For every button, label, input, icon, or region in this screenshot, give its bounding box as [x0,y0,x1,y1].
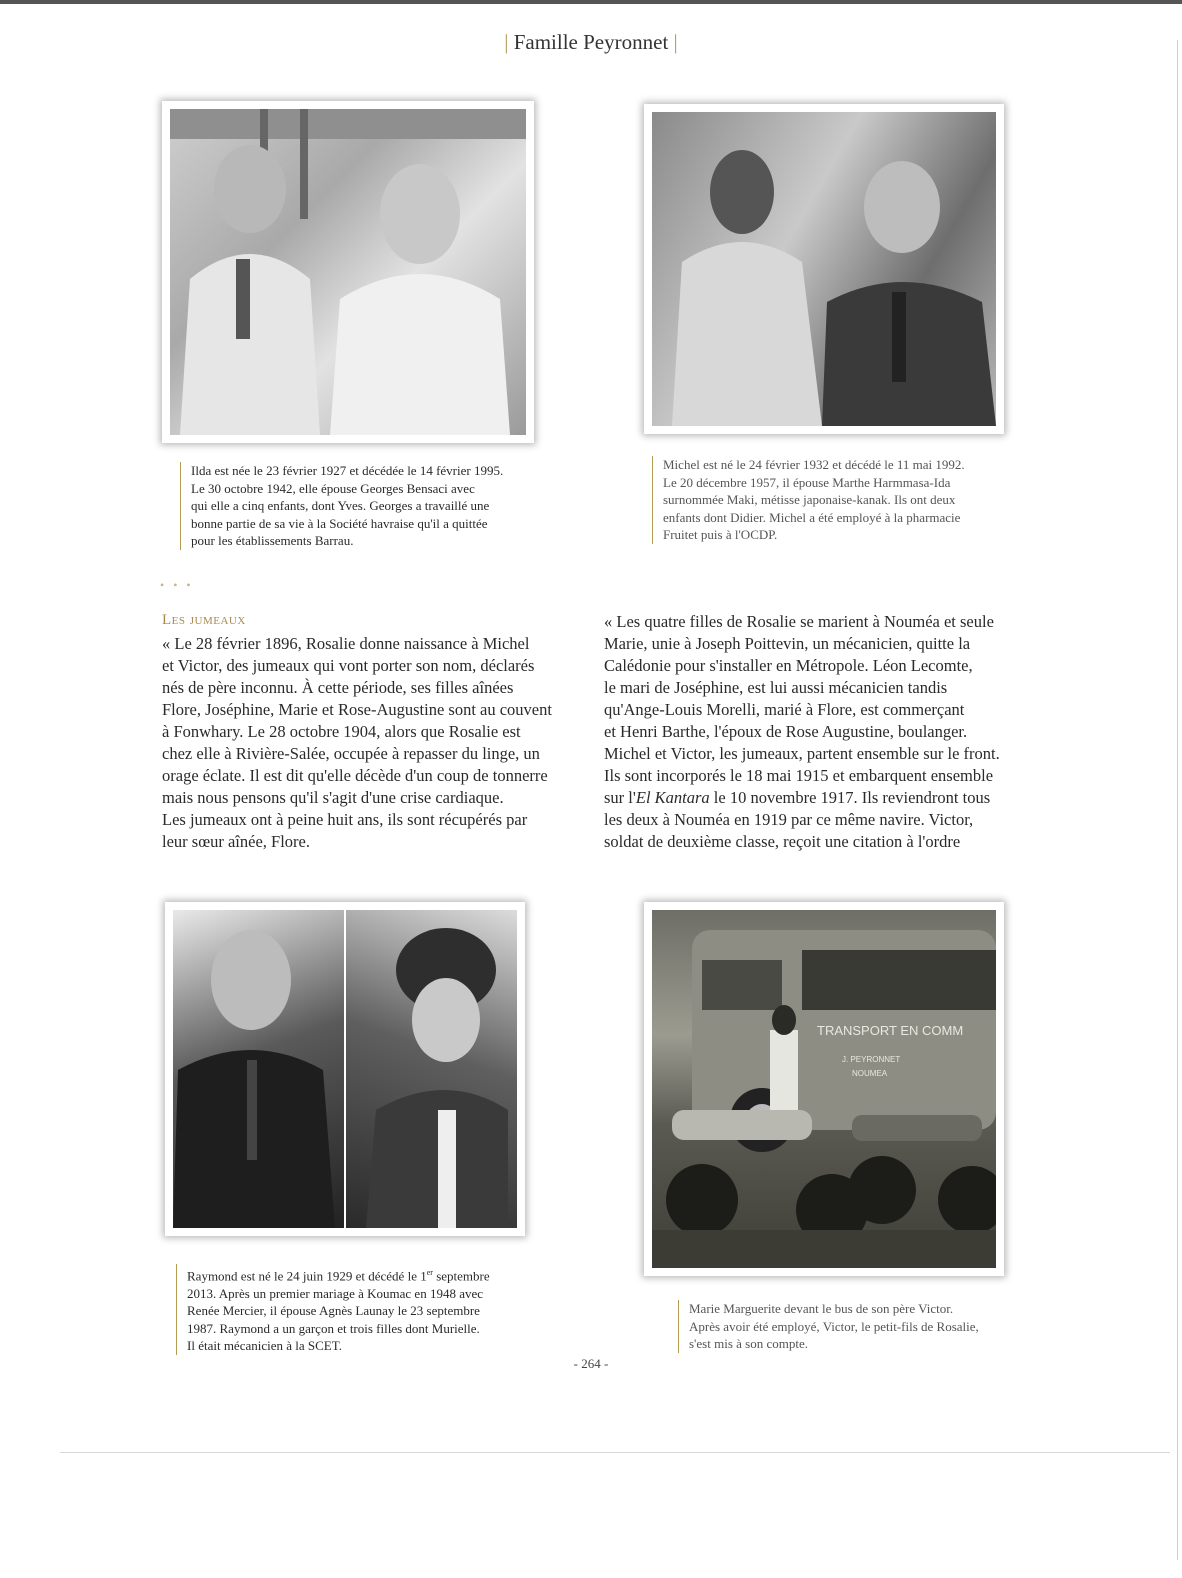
photo-silhouettes [170,109,526,435]
section-title: Les jumeaux [162,612,246,628]
caption-ilda: Ilda est née le 23 février 1927 et décédée le 14 février 1995. Le 30 octobre 1942, elle épouse Georges Bensaci avec qui elle a cinq enfants, dont Yves. Georges a travaillé une bonne partie de sa vie à la Société havraise qu'il a quittée pour les établissements Barrau. [180,462,571,550]
right-column: « Les quatre filles de Rosalie se marient à Nouméa et seule Marie, unie à Joseph Poittevin, un mécanicien, quitte la Calédonie pour s'installer en Métropole. Léon Lecomte, le mari de Joséphine, est lui aussi mécanicien tandis qu'Ange-Louis Morelli, marié à Flore, est commerçant et Henri Barthe, l'époux de Rose Augustine, boulanger. Michel et Victor, les jumeaux, partent ensemble sur le front. Ils sont incorporés le 18 mai 1915 et embarquent ensemble sur l'El Kantara le 10 novembre 1917. Ils reviendront tous les deux à Nouméa en 1919 par ce même navire. Victor, soldat de deuxième classe, reçoit une citation à l'ordre [604,611,1006,853]
photo-silhouette [173,910,335,1228]
bottom-rule [60,1452,1170,1453]
top-rule [0,0,1182,4]
photo-silhouettes [652,112,996,426]
photo-image [652,112,996,426]
photo-ilda-georges [162,101,534,443]
photo-image [170,109,526,435]
caption-raymond-first-line: Raymond est né le 24 juin 1929 et décédé le 1er septembre [187,1268,490,1284]
caption-michel: Michel est né le 24 février 1932 et décédé le 11 mai 1992. Le 20 décembre 1957, il épouse Marthe Harmmasa-Ida surnommée Maki, métisse japonaise-kanak. Ils ont deux enfants dont Didier. Michel a été employé à la pharmacie Fruitet puis à l'OCDP. [652,456,1023,544]
photo-image [652,910,996,1268]
photo-raymond-agnes [165,902,525,1236]
photo-raymond [173,910,344,1228]
section-ornament: • • • [160,578,194,592]
bus-sign-line1: TRANSPORT EN COMM [817,1023,964,1038]
photo-agnes [346,910,517,1228]
photo-silhouette [346,910,508,1228]
page-edge [1177,40,1178,1560]
left-column: « Le 28 février 1896, Rosalie donne naissance à Michel et Victor, des jumeaux qui vont porter son nom, déclarés nés de père inconnu. À cette période, ses filles aînées Flore, Joséphine, Marie et Rose-Augustine sont au couvent à Fonwhary. Le 28 octobre 1904, alors que Rosalie est chez elle à Rivière-Salée, occupée à repasser du linge, un orage éclate. Il est dit qu'elle décède d'un coup de tonnerre mais nous pensons qu'il s'agit d'une crise cardiaque. Les jumeaux ont à peine huit ans, ils sont récupérés par leur sœur aînée, Flore. [162,634,552,851]
caption-raymond: Raymond est né le 24 juin 1929 et décédé le 1er septembre 2013. Après un premier mariage à Koumac en 1948 avec Renée Mercier, il épouse Agnès Launay le 23 septembre 1987. Raymond a un garçon et trois filles dont Murielle. Il était mécanicien à la SCET. [176,1264,557,1355]
photo-image [173,910,517,1228]
running-head: | Famille Peyronnet | [504,30,678,54]
running-head-title: Famille Peyronnet [513,30,669,54]
bus-scene [652,910,996,1268]
bus-sign-line3: NOUMEA [852,1069,888,1078]
bus-sign-line2: J. PEYRONNET [842,1055,901,1064]
ship-line: sur l'El Kantara le 10 novembre 1917. Ils reviendront tous [604,788,991,807]
page-number: - 264 - [573,1356,609,1371]
ship-name: El Kantara [635,788,710,807]
photo-bus-victor [644,902,1004,1276]
caption-marie-marguerite: Marie Marguerite devant le bus de son père Victor. Après avoir été employé, Victor, le petit-fils de Rosalie, s'est mis à son compte. [678,1300,1029,1353]
photo-michel-marthe [644,104,1004,434]
